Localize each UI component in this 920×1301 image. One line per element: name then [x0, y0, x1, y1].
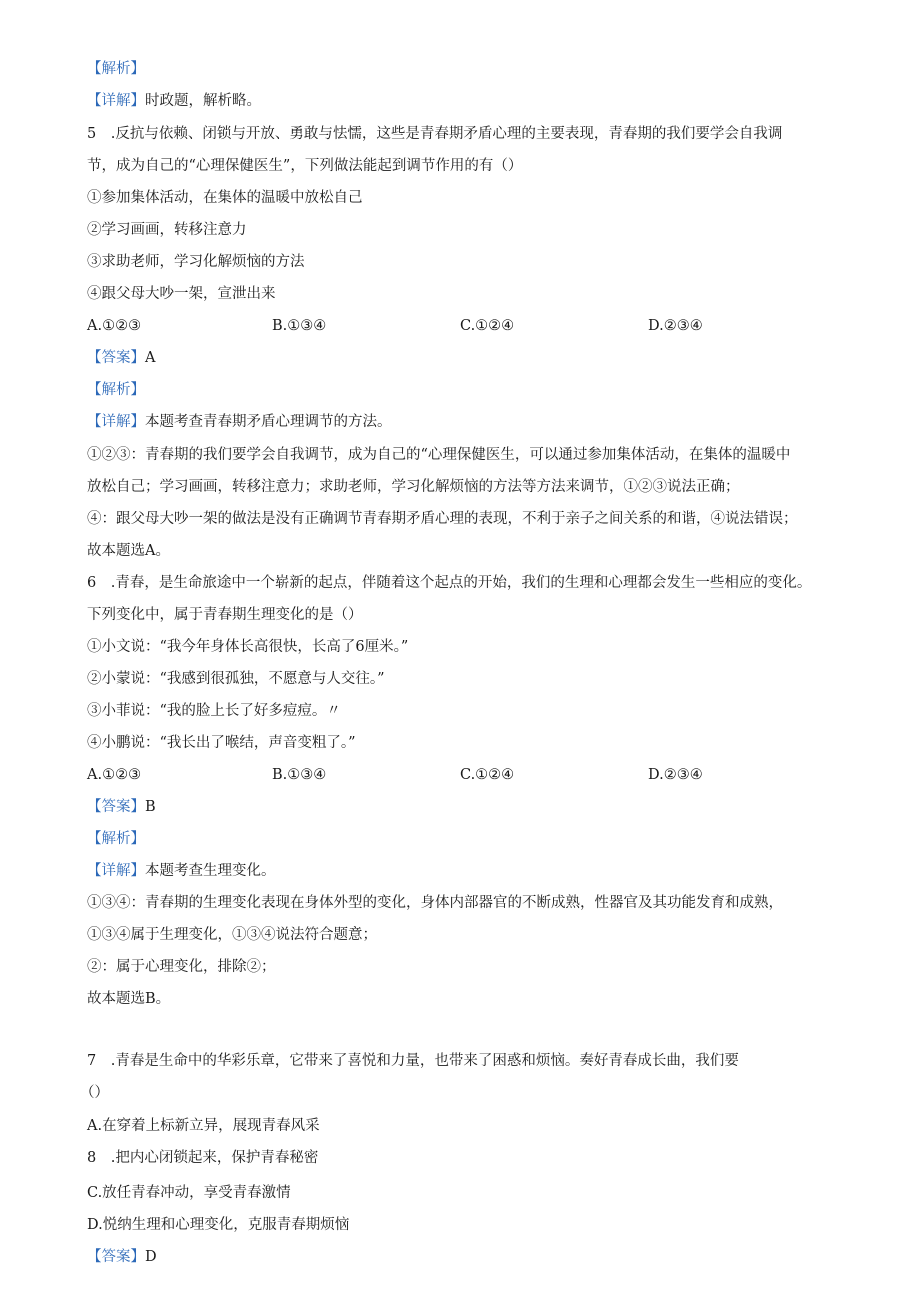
q7-stem-line-1: 7 .青春是生命中的华彩乐章，它带来了喜悦和力量，也带来了困惑和烦恼。奏好青春成长曲，我们要: [87, 1053, 739, 1069]
q6-answer: B: [145, 799, 156, 815]
q5-stem-line-2: 节，成为自己的“心理保健医生”，下列做法能起到调节作用的有（）: [87, 158, 523, 174]
detail-tag: 【详解】: [87, 414, 145, 430]
q5-expl-4: 故本题选A。: [87, 543, 170, 559]
detail-tag: 【详解】: [87, 863, 145, 879]
answer-tag: 【答案】: [87, 350, 145, 366]
detail-tag: 【详解】: [87, 93, 145, 109]
q5-option-c: C.①②④: [460, 318, 515, 334]
q7-option-b: 8 .把内心闭锁起来，保护青春秘密: [87, 1150, 319, 1166]
q6-option-c: C.①②④: [460, 767, 515, 783]
answer-tag: 【答案】: [87, 799, 145, 815]
q5-item-1: ①参加集体活动，在集体的温暖中放松自己: [87, 190, 363, 206]
q5-expl-1: ①②③：青春期的我们要学会自我调节，成为自己的“心理保健医生，可以通过参加集体活动，在集体的温暖中: [87, 447, 791, 463]
q5-item-4: ④跟父母大吵一架，宣泄出来: [87, 286, 276, 302]
q5-item-2: ②学习画画，转移注意力: [87, 222, 247, 238]
q6-item-2: ②小蒙说：“我感到很孤独，不愿意与人交往。”: [87, 671, 385, 687]
q6-item-4: ④小鹏说：“我长出了喉结，声音变粗了。”: [87, 735, 356, 751]
q7-answer-line: [87, 1247, 157, 1267]
q6-analysis-tag: 【解析】: [87, 831, 145, 847]
q5-stem-line-1: 5 .反抗与依赖、闭锁与开放、勇敢与怯懦，这些是青春期矛盾心理的主要表现，青春期的我们要学会自我调: [87, 126, 783, 142]
q6-expl-2: ①③④属于生理变化，①③④说法符合题意；: [87, 927, 377, 943]
q5-expl-3: ④：跟父母大吵一架的做法是没有正确调节青春期矛盾心理的表现，不利于亲子之间关系的和谐，④说法错误；: [87, 511, 798, 527]
q5-analysis-tag: 【解析】: [87, 382, 145, 398]
q7-option-d: D.悦纳生理和心理变化，克服青春期烦恼: [87, 1217, 350, 1233]
q7-stem-line-2: （）: [80, 1085, 109, 1101]
answer-tag: 【答案】: [87, 1249, 145, 1265]
q6-item-1: ①小文说：“我今年身体长高很快，长高了6厘米。”: [87, 639, 409, 655]
q5-answer-line: [87, 348, 155, 368]
q6-option-d: D.②③④: [648, 767, 703, 783]
q6-answer-line: [87, 797, 156, 817]
q6-stem-line-1: 6 .青春，是生命旅途中一个崭新的起点，伴随着这个起点的开始，我们的生理和心理都会发生一些相应的变化。: [87, 575, 812, 591]
q5-detail-line: [87, 412, 392, 432]
q6-option-a: A.①②③: [87, 767, 142, 783]
q6-item-3: ③小菲说：“我的脸上长了好多痘痘。〃: [87, 703, 341, 719]
q6-expl-1: ①③④：青春期的生理变化表现在身体外型的变化，身体内部器官的不断成熟，性器官及其功能发育和成熟，: [87, 895, 783, 911]
q6-stem-line-2: 下列变化中，属于青春期生理变化的是（）: [87, 607, 363, 623]
q7-option-c: C.放任青春冲动，享受青春激情: [87, 1185, 291, 1201]
q6-option-b: B.①③④: [272, 767, 327, 783]
q5-detail-text: 本题考查青春期矛盾心理调节的方法。: [145, 414, 392, 430]
q6-detail-text: 本题考查生理变化。: [145, 863, 276, 879]
q5-item-3: ③求助老师，学习化解烦恼的方法: [87, 254, 305, 270]
q6-expl-4: 故本题选B。: [87, 991, 171, 1007]
q5-option-a: A.①②③: [87, 318, 142, 334]
detail-text: 时政题，解析略。: [145, 93, 261, 109]
q5-answer: A: [145, 350, 156, 366]
q5-option-d: D.②③④: [648, 318, 703, 334]
q5-option-b: B.①③④: [272, 318, 327, 334]
q7-option-a: A.在穿着上标新立异，展现青春风采: [87, 1118, 320, 1134]
analysis-tag: 【解析】: [87, 61, 145, 77]
q6-detail-line: [87, 861, 276, 881]
q5-expl-2: 放松自己；学习画画，转移注意力；求助老师，学习化解烦恼的方法等方法来调节，①②③说法正确；: [87, 479, 740, 495]
q7-answer: D: [145, 1249, 157, 1265]
detail-line: [87, 91, 261, 111]
q6-expl-3: ②：属于心理变化，排除②；: [87, 959, 276, 975]
